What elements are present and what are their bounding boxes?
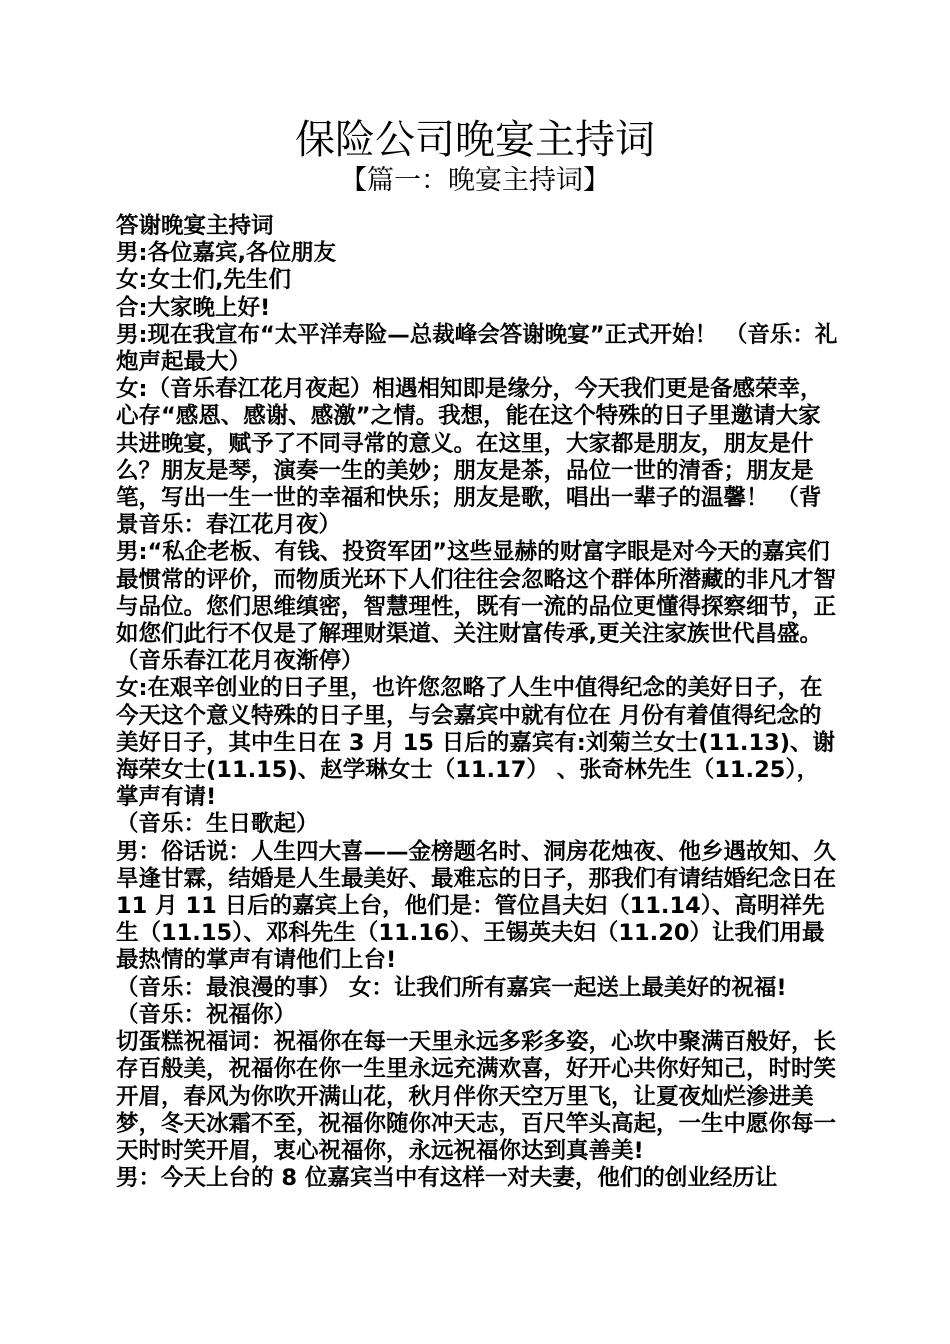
paragraph: 男:各位嘉宾,各位朋友 [116,240,337,267]
paragraph: 男：今天上台的 8 位嘉宾当中有这样一对夫妻，他们的创业经历让 [116,1165,778,1192]
paragraph: 女:女士们,先生们 [116,267,292,294]
paragraph: 切蛋糕祝福词：祝福你在每一天里永远多彩多姿，心坎中聚满百般好，长存百般美，祝福你在你一生里永远充满欢喜，好开心共你好知己，时时笑开眉，春风为你吹开满山花，秋月伴你天空万里飞，让夏夜灿烂渗进美梦，冬天冰霜不至，祝福你随你冲天志，百尺竿头高起，一生中愿你每一天时时笑开眉，衷心祝福你，永远祝福你达到真善美! [116,1029,837,1164]
paragraph: （音乐：祝福你） [116,1001,297,1028]
document-subtitle: 【篇一：晚宴主持词】 [340,165,610,196]
paragraph: 女:在艰辛创业的日子里，也许您忽略了人生中值得纪念的美好日子，在今天这个意义特殊的日子里，与会嘉宾中就有位在 月份有着值得纪念的美好日子，其中生日在 3 月 15 日后的嘉宾有:刘菊兰女士(11.13)、谢海荣女士(11.15)、赵学琳女士（11.17） 、张奇林先生（11.25），掌声有请! [116,675,836,811]
paragraph: 合:大家晚上好! [116,294,271,321]
paragraph: 女:（音乐春江花月夜起）相遇相知即是缘分，今天我们更是备感荣幸，心存“感恩、感谢、感激”之情。我想，能在这个特殊的日子里邀请大家共进晚宴，赋予了不同寻常的意义。在这里，大家都是朋友，朋友是什么？朋友是琴，演奏一生的美妙；朋友是茶，品位一世的清香；朋友是笔，写出一生一世的幸福和快乐；朋友是歌，唱出一辈子的温馨！ （背景音乐：春江花月夜） [116,376,823,539]
document-body [116,213,838,1192]
paragraph: 男:“私企老板、有钱、投资军团”这些显赫的财富字眼是对今天的嘉宾们最惯常的评价，而物质光环下人们往往会忽略这个群体所潜藏的非凡才智与品位。您们思维缜密，智慧理性，既有一流的品位更懂得探察细节，正如您们此行不仅是了解理财渠道、关注财富传承,更关注家族世代昌盛。（音乐春江花月夜渐停） [116,539,837,675]
paragraph: 男：俗话说：人生四大喜——金榜题名时、洞房花烛夜、他乡遇故知、久旱逢甘霖，结婚是人生最美好、最难忘的日子，那我们有请结婚纪念日在 11 月 11 日后的嘉宾上台，他们是：管位昌夫妇（11.14）、高明祥先生（11.15）、邓科先生（11.16）、王锡英夫妇（11.20）让我们用最最热情的掌声有请他们上台! [116,838,837,974]
paragraph: 男:现在我宣布“太平洋寿险—总裁峰会答谢晚宴”正式开始！ （音乐：礼炮声起最大） [116,321,838,376]
paragraph: （音乐：生日歌起） [116,811,319,838]
paragraph: 答谢晚宴主持词 [116,213,274,239]
document-title: 保险公司晚宴主持词 [295,117,655,163]
paragraph: （音乐：最浪漫的事） 女：让我们所有嘉宾一起送上最美好的祝福! [116,974,787,1001]
